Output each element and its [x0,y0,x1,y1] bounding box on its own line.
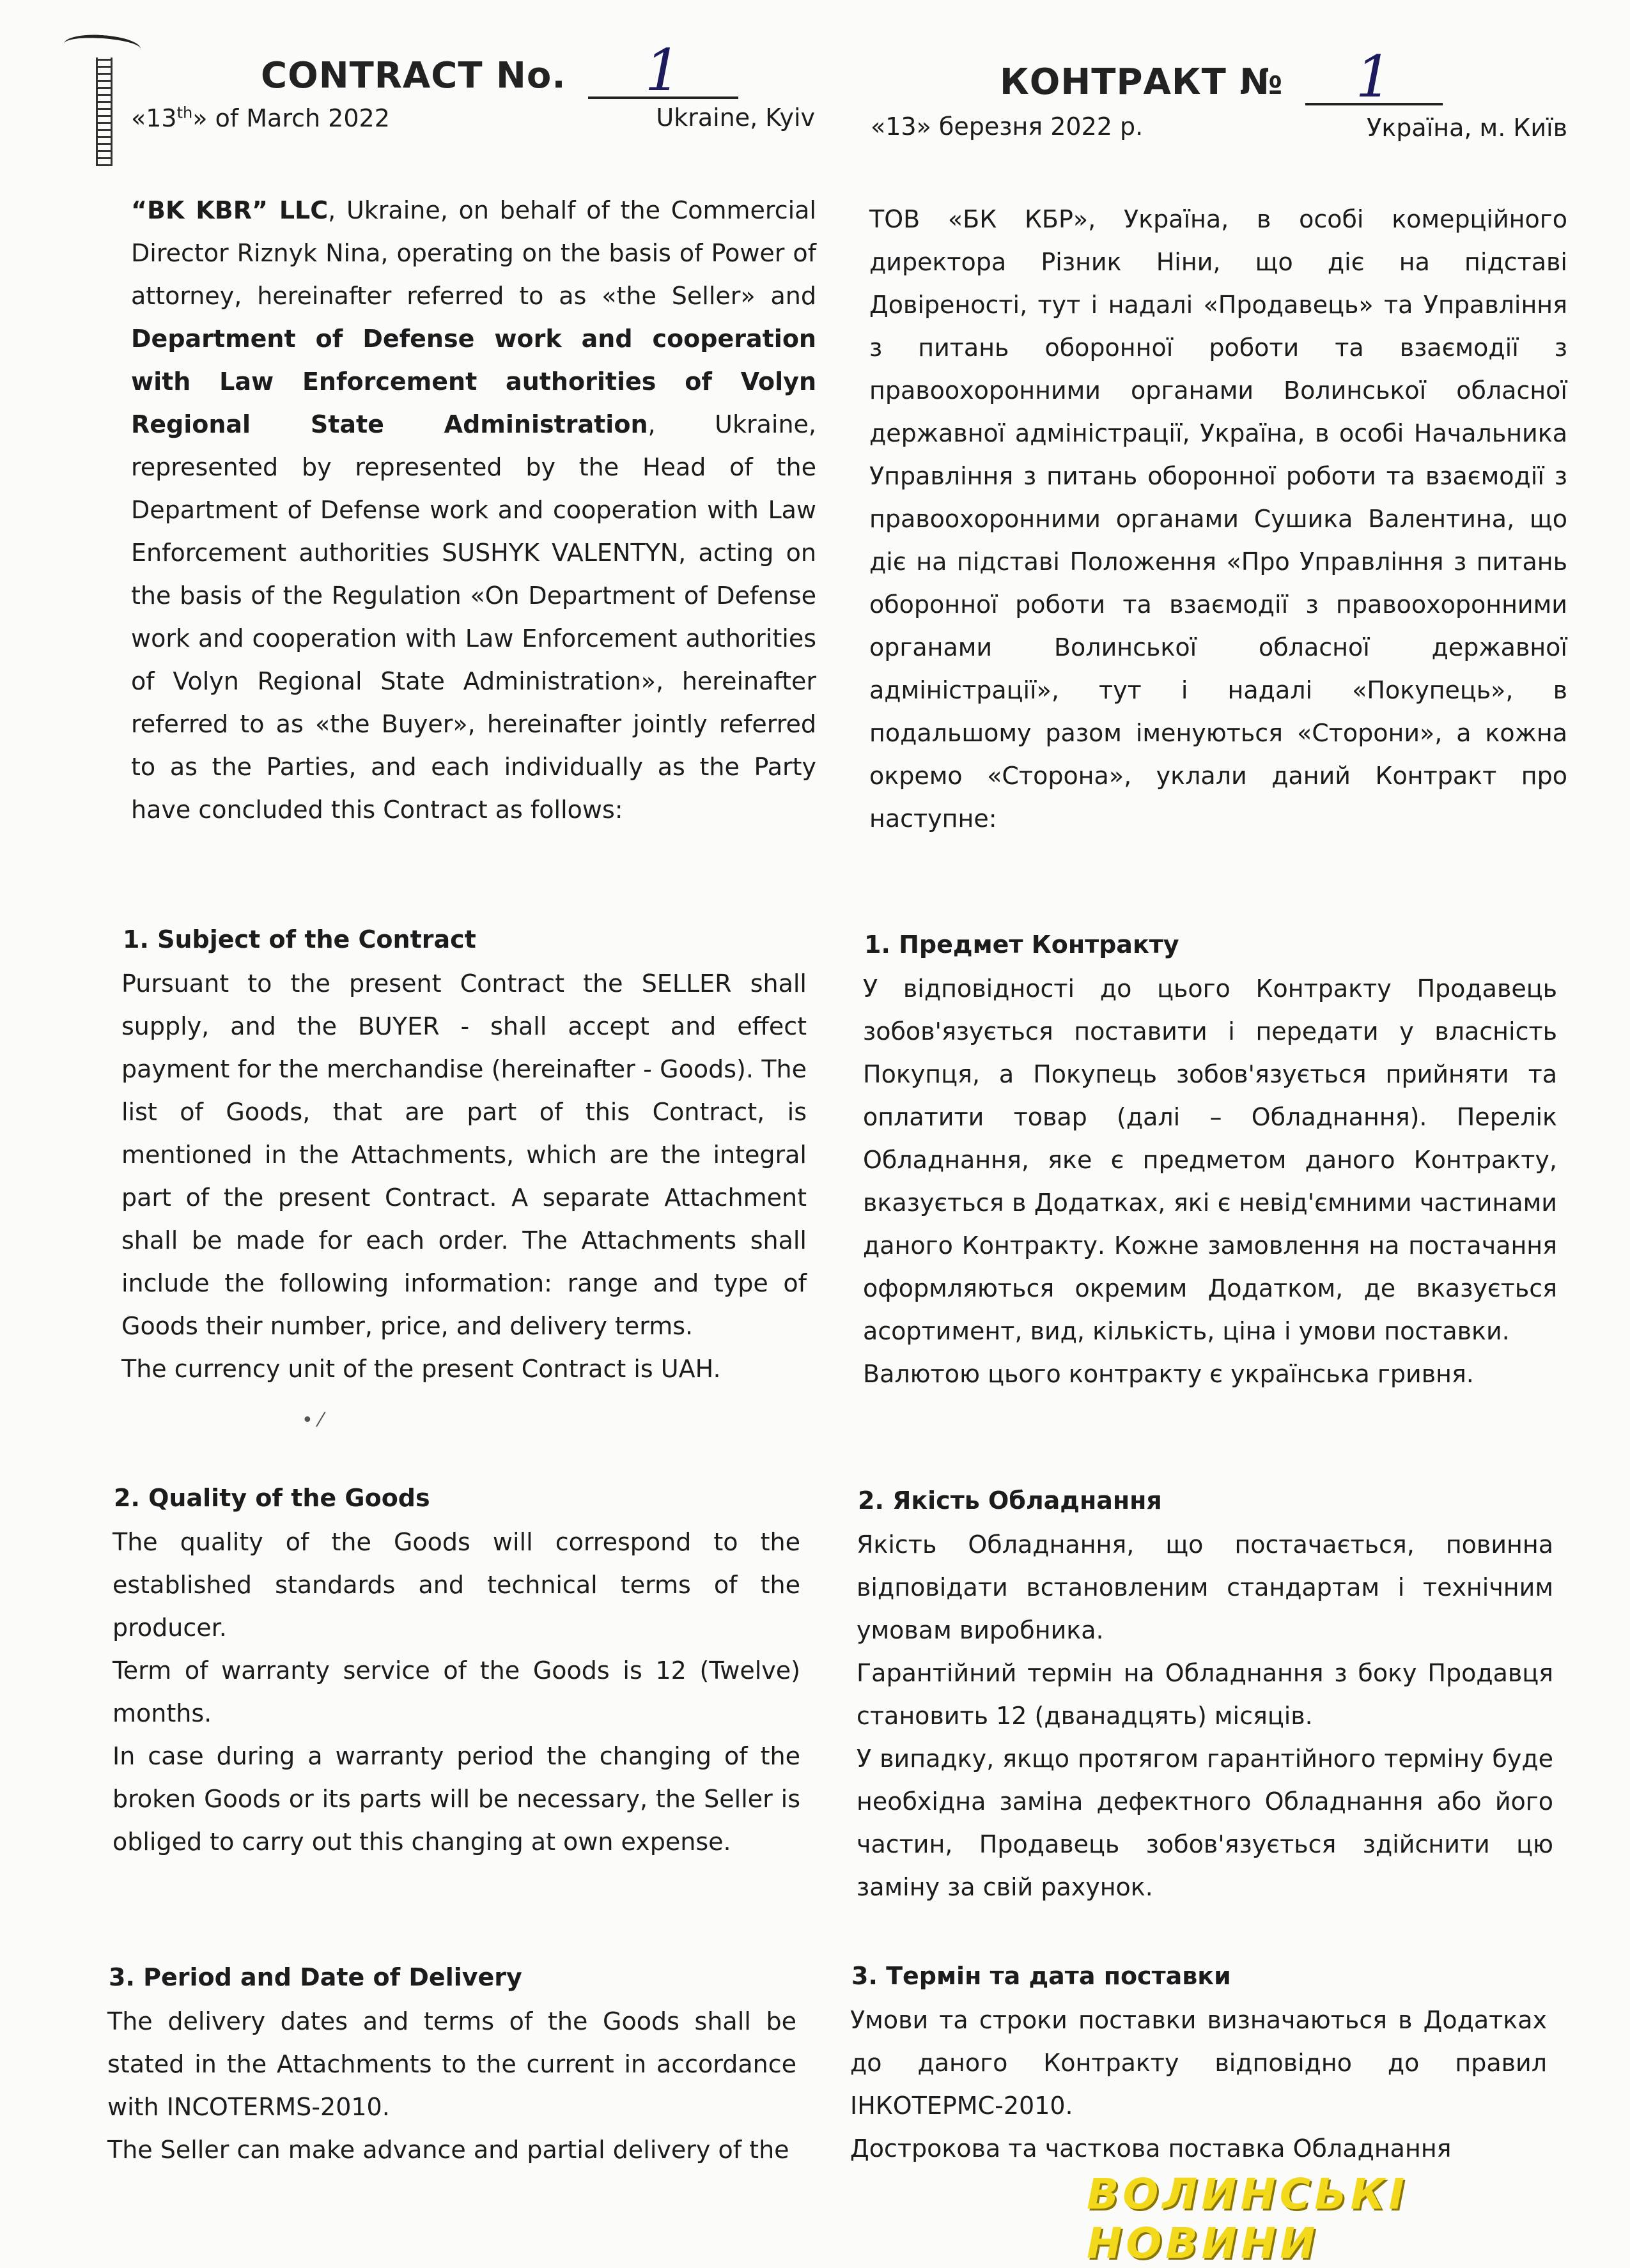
contract-title-ua [1000,43,1443,111]
preamble-part-2: , Ukraine, represented by represented by the Head of the Department of Defense work and cooperation with Law Enforcement authorities SUSHYK VALENTYN, acting on the basis of the Regulation «On Department of Defense work and cooperation with Law Enforcement authorities of Volyn Regional State Administration», hereinafter referred to as «the Buyer», hereinafter jointly referred to as the Parties, and each individually as the Party have concluded this Contract as follows: [131,410,816,824]
section-3-body-ua [850,1999,1547,2170]
buyer-name: Department of Defense work and cooperation with Law Enforcement authorities of Volyn Regional State Administration [131,325,816,438]
contract-place-ua: Україна, м. Київ [1367,114,1567,142]
contract-date-ua: «13» березня 2022 р. [871,112,1144,141]
section-1-currency: Валютою цього контракту є українська гривня. [863,1360,1474,1388]
handwritten-contract-number: 1 [588,45,738,99]
section-1-body-en [121,962,807,1391]
section-3-paragraph-2: Дострокова та часткова поставка Обладнання [850,2134,1452,2163]
contract-title-text: КОНТРАКТ № [1000,61,1284,103]
contract-date-en: «13th» of March 2022 [131,104,390,132]
section-3-paragraph-2: The Seller can make advance and partial delivery of the [107,2136,789,2164]
binder-strip [96,58,113,166]
binder-clip-mark [63,33,141,60]
contract-place-en: Ukraine, Kyiv [656,104,815,132]
section-2-body-en [113,1521,800,1863]
contract-title-en [261,37,738,104]
section-3-heading-en: 3. Period and Date of Delivery [109,1963,522,1991]
date-line-en [131,104,815,132]
section-3-paragraph-1: The delivery dates and terms of the Goods shall be stated in the Attachments to the current in accordance with INCOTERMS-2010. [107,2007,796,2121]
preamble-part-1: , Ukraine, on behalf of the Commercial Director Riznyk Nina, operating on the basis of Power of attorney, hereinafter referred to as «the Seller» and [131,196,816,310]
section-1-paragraph: Pursuant to the present Contract the SELLER shall supply, and the BUYER - shall accept and effect payment for the merchandise (hereinafter - Goods). The list of Goods, that are part of this Contract, is mentioned in the Attachments, which are the integral part of the present Contract. A separate Attachment shall be made for each order. The Attachments shall include the following information: range and type of Goods their number, price, and delivery terms. [121,969,807,1340]
section-2-paragraph-1: The quality of the Goods will correspond to the established standards and technical terms of the producer. [113,1528,800,1642]
section-2-paragraph-2: Гарантійний термін на Обладнання з боку Продавця становить 12 (дванадцять) місяців. [857,1659,1553,1730]
preamble-ua [869,198,1567,840]
section-2-paragraph-3: In case during a warranty period the changing of the broken Goods or its parts will be necessary, the Seller is obliged to carry out this changing at own expense. [113,1742,800,1856]
section-2-heading-ua: 2. Якість Обладнання [858,1486,1162,1515]
section-2-paragraph-1: Якість Обладнання, що постачається, повинна відповідати встановленим стандартам і технічним умовам виробника. [857,1531,1553,1644]
news-watermark: ВОЛИНСЬКІ НОВИНИ [1087,2170,1408,2268]
contract-title-text: CONTRACT No. [261,55,566,96]
section-2-heading-en: 2. Quality of the Goods [114,1484,430,1512]
section-1-heading-ua: 1. Предмет Контракту [864,930,1179,959]
section-2-paragraph-2: Term of warranty service of the Goods is 12 (Twelve) months. [113,1656,800,1727]
scan-speck: • ⁄ [302,1409,323,1431]
section-1-paragraph: У відповідності до цього Контракту Продавець зобов'язується поставити і передати у власність Покупця, а Покупець зобов'язується прийняти та оплатити товар (далі – Обладнання). Перелік Обладнання, яке є предметом даного Контракту, вказується в Додатках, які є невід'ємними частинами даного Контракту. Кожне замовлення на постачання оформляються окремим Додатком, де вказується асортимент, вид, кількість, ціна і умови поставки. [863,975,1557,1345]
section-3-paragraph-1: Умови та строки поставки визначаються в Додатках до даного Контракту відповідно до правил ІНКОТЕРМС-2010. [850,2006,1547,2120]
section-2-paragraph-3: У випадку, якщо протягом гарантійного терміну буде необхідна заміна дефектного Обладнання або його частин, Продавець зобов'язується здійснити цю заміну за свій рахунок. [857,1745,1553,1901]
seller-name: “BK KBR” LLC [131,196,329,224]
preamble-en [131,189,816,831]
section-2-body-ua [857,1524,1553,1909]
section-3-heading-ua: 3. Термін та дата поставки [851,1962,1231,1990]
section-3-body-en [107,2000,796,2172]
section-1-currency: The currency unit of the present Contract is UAH. [121,1355,721,1383]
preamble-text-ua: ТОВ «БК КБР», Україна, в особі комерційного директора Різник Ніни, що діє на підставі Довіреності, тут і надалі «Продавець» та Управління з питань оборонної роботи та взаємодії з правоохоронними органами Волинської обласної державної адміністрації, Україна, в особі Начальника Управління з питань оборонної роботи та взаємодії з правоохоронними органами Сушика Валентина, що діє на підставі Положення «Про Управління з питань оборонної роботи та взаємодії з правоохоронними органами Волинської обласної державної адміністрації», тут і надалі «Покупець», в подальшому разом іменуються «Сторони», а кожна окремо «Сторона», уклали даний Контракт про наступне: [869,205,1567,833]
date-line-ua [871,112,1567,141]
handwritten-contract-number: 1 [1305,51,1443,105]
section-1-heading-en: 1. Subject of the Contract [123,925,476,953]
section-1-body-ua [863,968,1557,1396]
